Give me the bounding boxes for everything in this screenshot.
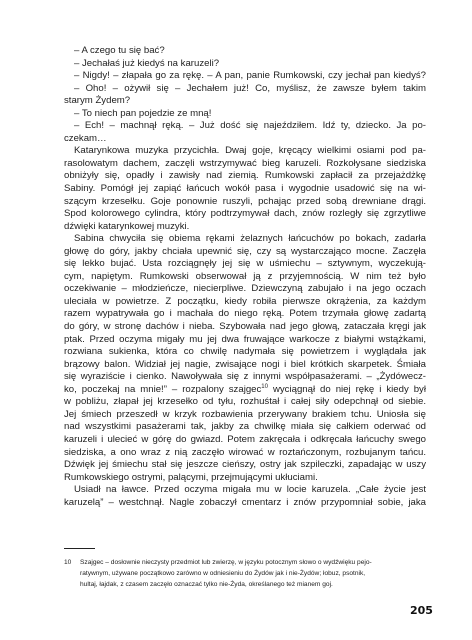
text-line-content: nad wszystkimi pasażerami tak, jakby za chwilkę miała się całkiem oderwać od bbox=[64, 421, 426, 433]
text-line-content: Sabina chwyciła się obiema rękami żelaznych łańcuchów po bokach, zadarła bbox=[74, 233, 426, 245]
text-line bbox=[64, 447, 426, 460]
text-line-content: starym Żydem? bbox=[64, 95, 131, 107]
body-text bbox=[64, 45, 426, 509]
text-line-content: – Oho! – ożywił się – Jechałem już! Co, myślisz, że zawsze byłem takim bbox=[74, 82, 426, 94]
text-line bbox=[64, 196, 426, 209]
text-line-content: w pobliżu, złapał jej krzesełko od tyłu, rozhuśtał i całej siły odepchnął od siebie. bbox=[64, 396, 426, 408]
text-line-content: Sabiny. Pomógł jej zapiąć łańcuch wokół pasa i wygodnie usadowić się na wi- bbox=[64, 183, 426, 195]
text-line-content: razem wypatrywała go i machała do niego ręką. Potem trzymała głowę zadartą bbox=[64, 308, 426, 320]
text-line bbox=[64, 258, 426, 271]
text-line bbox=[64, 108, 426, 121]
footnote-line: ratywnym, używane początkowo zarówno w odniesieniu do Żydów jak i nie-Żydów; łobuz, psotnik, bbox=[80, 570, 366, 578]
text-line bbox=[64, 371, 426, 384]
text-line-content: – Jechałaś już kiedyś na karuzeli? bbox=[74, 57, 220, 69]
text-line bbox=[64, 334, 426, 347]
text-line bbox=[64, 271, 426, 284]
text-line bbox=[64, 133, 426, 146]
text-line bbox=[64, 70, 426, 83]
text-line-content: brązowy balon. Widział jej nagie, zwisające nogi i biel krótkich skarpetek. Śmiała bbox=[64, 358, 426, 370]
text-line-content: szącym krzesełku. Goje ponownie ruszyli, pchając przed sobą drewniane drągi. bbox=[64, 195, 426, 207]
footnote-line: hultaj, łajdak, z czasem zaczęło oznaczać tylko nie-Żyda, określanego też mianem goj. bbox=[80, 581, 333, 589]
text-line-content: karuzeli i ulecieć w górę do gwiazd. Potem zakręcała i odkręcała łańcuchy swego bbox=[64, 433, 426, 445]
text-line-content: Jej śmiech przeszedł w krzyk rozbawienia przerywany brakiem tchu. Uniosła się bbox=[64, 408, 426, 420]
text-line bbox=[64, 321, 426, 334]
text-line bbox=[64, 359, 426, 372]
text-line-content: oczekiwanie – młodzieńcze, niecierpliwe. Dziewczyną zabujało i na jego oczach bbox=[64, 283, 426, 295]
text-line bbox=[64, 484, 426, 497]
footnote-line: Szajgec – dosłownie nieczysty przedmiot lub zwierzę, w języku potocznym słowo o wydźwięku pejo- bbox=[80, 559, 372, 566]
text-line-content: dźwięki katarynkowej muzyki. bbox=[64, 220, 190, 232]
text-line-content: Dźwięk jej śmiechu stał się jeszcze cieńszy, ostry jak szpileczki, zapadając w uszy bbox=[64, 459, 426, 471]
text-line bbox=[64, 95, 426, 108]
text-line bbox=[64, 283, 426, 296]
footnote-reference: 10 bbox=[261, 383, 268, 390]
text-line bbox=[64, 183, 426, 196]
text-line-content: Usiadł na ławce. Przed oczyma migała mu w locie karuzela. „Całe życie jest bbox=[74, 484, 426, 496]
text-line-content: ptak. Przed oczyma migały mu jej dwa fruwające warkocze z białymi wstążkami, bbox=[64, 333, 426, 345]
text-line-content: – Nigdy! – złapała go za rękę. – A pan, panie Rumkowski, czy jechał pan kiedyś? bbox=[74, 70, 426, 82]
footnote-number: 10 bbox=[64, 559, 72, 566]
text-line-content: karuzelą” – westchnął. Nagle zobaczył cmentarz i znów przypomniał sobie, jaka bbox=[64, 496, 426, 508]
text-line-content: czekam… bbox=[64, 132, 107, 144]
text-line bbox=[64, 472, 426, 485]
page-number: 205 bbox=[410, 604, 433, 617]
text-line-content: cym, napiętym. Rumkowski obserwował ją z przyjemnością. W nim też było bbox=[64, 270, 426, 282]
text-line bbox=[64, 120, 426, 133]
text-line-content: siedziska, a ono wraz z nią zaczęło wirować w roztańczonym, rozbujanym tańcu. bbox=[64, 446, 426, 458]
text-line-content: ko, poczekaj na mnie!” – rozpalony szajgec bbox=[64, 383, 262, 395]
text-line bbox=[64, 459, 426, 472]
text-line-content: Spod kolorowego cylindra, który podtrzymywał dach, znów rozległy się zgrzytliwe bbox=[64, 208, 426, 220]
text-line-content: się lekko bujać. Usta rozciągnęły jej się w uśmiechu – sztywnym, wyczekują- bbox=[64, 258, 426, 270]
text-line bbox=[64, 296, 426, 309]
footnote-text bbox=[80, 557, 434, 591]
text-line bbox=[64, 83, 426, 96]
text-line bbox=[64, 45, 426, 58]
text-line bbox=[64, 409, 426, 422]
text-line-content: – Ech! – machnął ręką. – Już dość się najeździłem. Idź ty, dziecko. Ja po- bbox=[74, 120, 426, 132]
text-line bbox=[64, 170, 426, 183]
text-line-content: wyciągnął do niej rękę i kiedy był bbox=[267, 383, 426, 395]
text-line-content: głowę do góry, jakby chciała upewnić się, czy są wystarczająco mocne. Zaczęła bbox=[64, 245, 426, 257]
text-line-content: uleciała w powietrze. Z początku, kiedy robiła pierwsze okrążenia, za każdym bbox=[64, 295, 426, 307]
text-line bbox=[64, 158, 426, 171]
text-line-content: się wyraziście i cienko. Nawoływała się z innymi współpasażerami. – „Żydówecz- bbox=[64, 371, 426, 383]
text-line-content: do góry, w stronę dachów i nieba. Szybowała nad jego głową, zataczała kręgi jak bbox=[64, 321, 426, 333]
text-line bbox=[64, 434, 426, 447]
text-line bbox=[64, 233, 426, 246]
text-line bbox=[64, 346, 426, 359]
text-line bbox=[64, 497, 426, 510]
text-line bbox=[64, 384, 426, 397]
text-line-content: obniżyły się, opadły i zawisły nad ziemią. Rumkowski zapłacił za przejażdżkę bbox=[64, 170, 426, 182]
text-line-content: Rumkowskiego ostrymi, palącymi, przejmującymi ukłuciami. bbox=[64, 471, 318, 483]
text-line-content: Katarynkowa muzyka przycichła. Dwaj goje, kręcący wielkimi osiami pod pa- bbox=[74, 145, 426, 157]
text-line bbox=[64, 145, 426, 158]
text-line bbox=[64, 246, 426, 259]
text-line-content: – A czego tu się bać? bbox=[74, 45, 165, 56]
text-line bbox=[64, 221, 426, 234]
text-line bbox=[64, 396, 426, 409]
text-line-content: rasolowatym dachem, zaczęli wstrzymywać bieg karuzeli. Rozkołysane siedziska bbox=[64, 157, 426, 169]
text-line bbox=[64, 308, 426, 321]
text-line bbox=[64, 421, 426, 434]
text-line bbox=[64, 208, 426, 221]
text-line-content: rozwiana sukienka, która co chwilę nadymała się powietrzem i wyglądała jak bbox=[64, 346, 426, 358]
footnote-rule bbox=[64, 548, 95, 549]
text-line-content: – To niech pan pojedzie ze mną! bbox=[74, 107, 212, 119]
text-line bbox=[64, 58, 426, 71]
